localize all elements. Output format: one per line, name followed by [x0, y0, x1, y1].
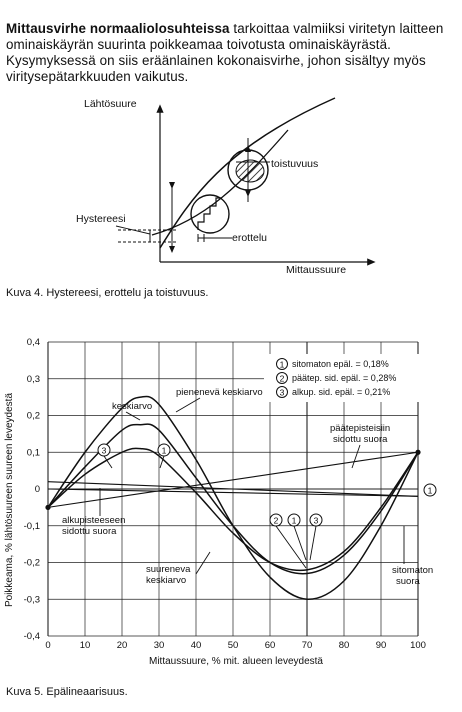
y-tick-label: 0,2	[26, 410, 40, 422]
y-tick-label: -0,4	[23, 631, 40, 642]
annotation-sitomaton-1: sitomaton	[392, 565, 434, 576]
marker-1-left-label: 1	[161, 445, 167, 456]
legend-entry-1: sitomaton epäl. = 0,18%	[292, 359, 389, 369]
x-tick-label: 20	[116, 640, 128, 651]
x-tick-label: 70	[301, 640, 313, 651]
marker-3-right-label: 3	[313, 515, 319, 526]
intro-text: tarkoittaa valmiiksi viritetyn laitteen ominaiskäyrän suurinta poikkeamaa toivotusta ominaiskäyrästä. Kysymyksessä on siis eräänlainen kokonaisvirhe, johon sisältyy myös viritysepätarkkuuden vaikutus.	[6, 21, 444, 85]
intro-lead: Mittausvirhe normaaliolosuhteissa	[6, 21, 230, 37]
annotation-keskiarvo: keskiarvo	[112, 401, 153, 412]
annotation-leader	[352, 445, 360, 468]
fig4-label-toistuvuus: toistuvuus	[271, 158, 319, 170]
chart-ylabel: Poikkeama, % lähtösuureen suureen leveydestä	[4, 392, 15, 608]
fig4-staircase	[198, 198, 222, 230]
legend-entry-2: päätep. sid. epäl. = 0,28%	[292, 373, 397, 383]
y-tick-label: -0,1	[23, 520, 40, 532]
chart-xlabel: Mittaussuure, % mit. alueen leveydestä	[149, 656, 323, 667]
annotation-alkup-1: alkupisteeseen	[62, 515, 126, 526]
fig4-y-label: Lähtösuure	[84, 98, 137, 110]
annotation-sitomaton-2: suora	[396, 576, 420, 587]
marker-3-left-label: 3	[101, 445, 107, 456]
marker-1-right-label: 1	[291, 515, 297, 526]
start-point	[45, 505, 50, 510]
end-point	[415, 450, 420, 455]
y-tick-label: -0,3	[23, 594, 40, 606]
legend-symbol-label: 1	[279, 359, 285, 370]
y-tick-label: 0	[34, 484, 40, 495]
annotation-leader	[310, 526, 316, 560]
chart-legend	[277, 359, 397, 398]
fig4-hatched-area	[236, 160, 264, 182]
intro-paragraph	[6, 21, 458, 85]
x-tick-label: 30	[153, 640, 165, 651]
fig4-x-label: Mittaussuure	[286, 264, 347, 276]
annotation-pieneneva: pienenevä keskiarvo	[176, 387, 263, 398]
y-tick-label: 0,3	[26, 373, 40, 385]
x-tick-label: 90	[375, 640, 387, 651]
nonlinearity-chart	[0, 320, 462, 680]
hysteresis-figure	[0, 90, 462, 285]
annotation-suureneva-2: keskiarvo	[146, 575, 187, 586]
y-tick-label: 0,1	[26, 447, 40, 459]
figure5-caption: Kuva 5. Epälineaarisuus.	[6, 686, 128, 698]
x-tick-label: 0	[45, 640, 51, 651]
legend-symbol-label: 3	[279, 387, 285, 398]
y-tick-label: -0,2	[23, 557, 40, 569]
annotation-paatep-2: sidottu suora	[333, 434, 388, 445]
annotation-leader	[294, 526, 306, 560]
x-tick-label: 100	[410, 640, 426, 651]
annotation-leader	[126, 412, 140, 420]
legend-entry-3: alkup. sid. epäl. = 0,21%	[292, 387, 391, 397]
chart-annotations	[62, 387, 436, 587]
x-tick-label: 80	[338, 640, 350, 651]
fig4-label-hystereesi: Hystereesi	[76, 213, 126, 225]
annotation-suureneva-1: suureneva	[146, 564, 191, 575]
x-tick-label: 50	[227, 640, 239, 651]
annotation-alkup-2: sidottu suora	[62, 526, 117, 537]
annotation-paatep-1: päätepisteisiin	[330, 423, 391, 434]
marker-1-far-right-label: 1	[427, 485, 433, 496]
annotation-leader	[176, 398, 200, 412]
x-tick-label: 40	[190, 640, 202, 651]
x-tick-label: 10	[79, 640, 91, 651]
legend-symbol-label: 2	[279, 373, 285, 384]
marker-2-right-label: 2	[273, 515, 279, 526]
x-tick-label: 60	[264, 640, 276, 651]
fig4-label-erottelu: erottelu	[232, 232, 268, 244]
annotation-leader	[196, 552, 210, 574]
y-tick-label: 0,4	[26, 337, 40, 348]
figure4-caption: Kuva 4. Hystereesi, erottelu ja toistuvuus.	[6, 287, 209, 299]
